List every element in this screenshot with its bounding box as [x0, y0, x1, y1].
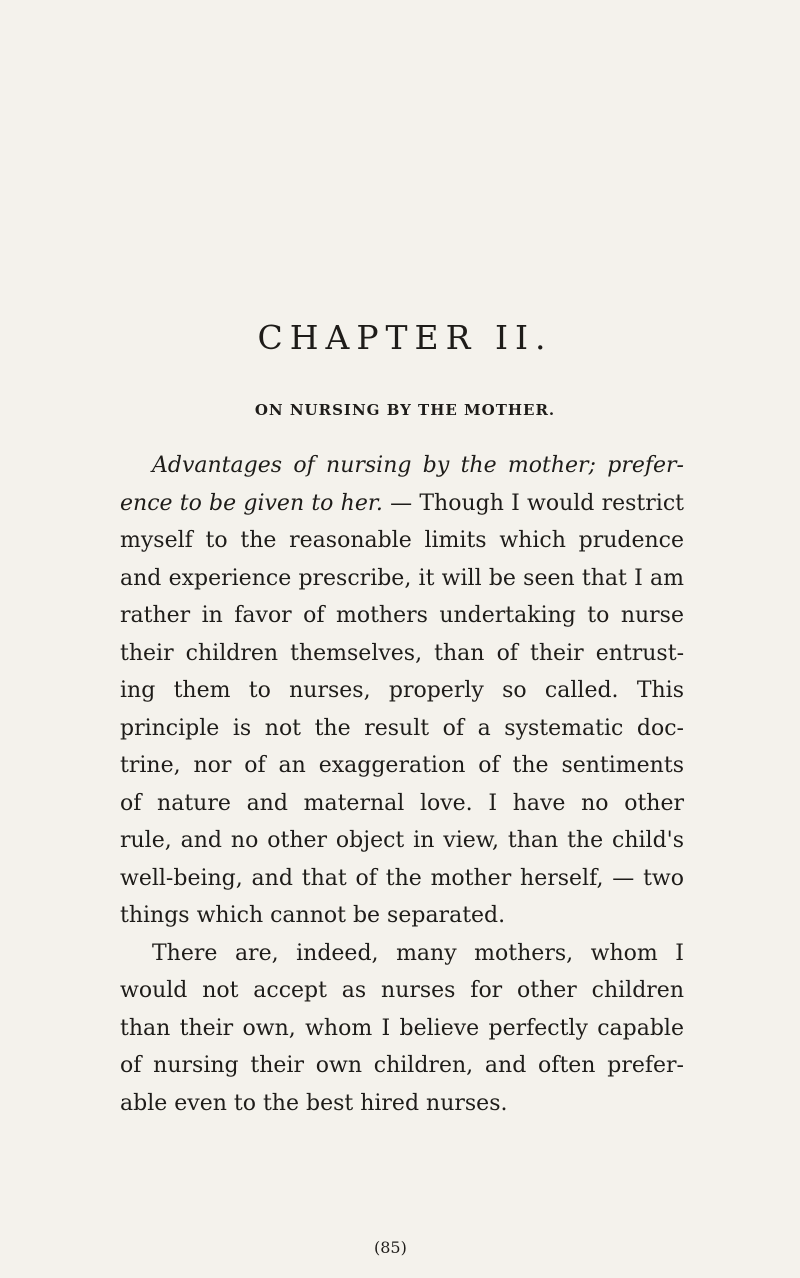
text-line: rather in favor of mothers undertaking to nurse: [120, 603, 684, 628]
text-line: ence to be given to her. — Though I would restrict: [120, 490, 684, 516]
chapter-heading: CHAPTER II.: [257, 318, 553, 357]
chapter-subtitle: ON NURSING BY THE MOTHER.: [254, 401, 556, 419]
section-title: Advantages of nursing by the mother; prefer-: [152, 453, 684, 478]
text-line: able even to the best hired nurses.: [120, 1090, 508, 1116]
text-line: principle is not the result of a systematic doc-: [120, 715, 684, 741]
text-line: ing them to nurses, properly so called. This: [120, 678, 684, 703]
text-line: of nature and maternal love. I have no other: [120, 790, 684, 816]
text-line: well-being, and that of the mother herself, — two: [120, 865, 684, 891]
text-line: rule, and no other object in view, than the child's: [120, 828, 684, 853]
text-line: than their own, whom I believe perfectly capable: [120, 1015, 684, 1041]
section-title: ence to be given to her.: [120, 490, 383, 516]
text-line: of nursing their own children, and often prefer-: [120, 1053, 684, 1078]
text-line: [120, 447, 684, 485]
text-line: trine, nor of an exaggeration of the sentiments: [120, 753, 684, 778]
text-line: myself to the reasonable limits which prudence: [120, 528, 684, 553]
text-line: their children themselves, than of their entrust-: [120, 640, 684, 666]
text-line: and experience prescribe, it will be seen that I am: [120, 565, 684, 591]
text-line: would not accept as nurses for other children: [120, 978, 684, 1003]
text-line: things which cannot be separated.: [120, 903, 506, 928]
text-line: There are, indeed, many mothers, whom I: [152, 940, 684, 966]
page-number: (85): [374, 1238, 407, 1257]
body-text: [120, 447, 684, 1122]
